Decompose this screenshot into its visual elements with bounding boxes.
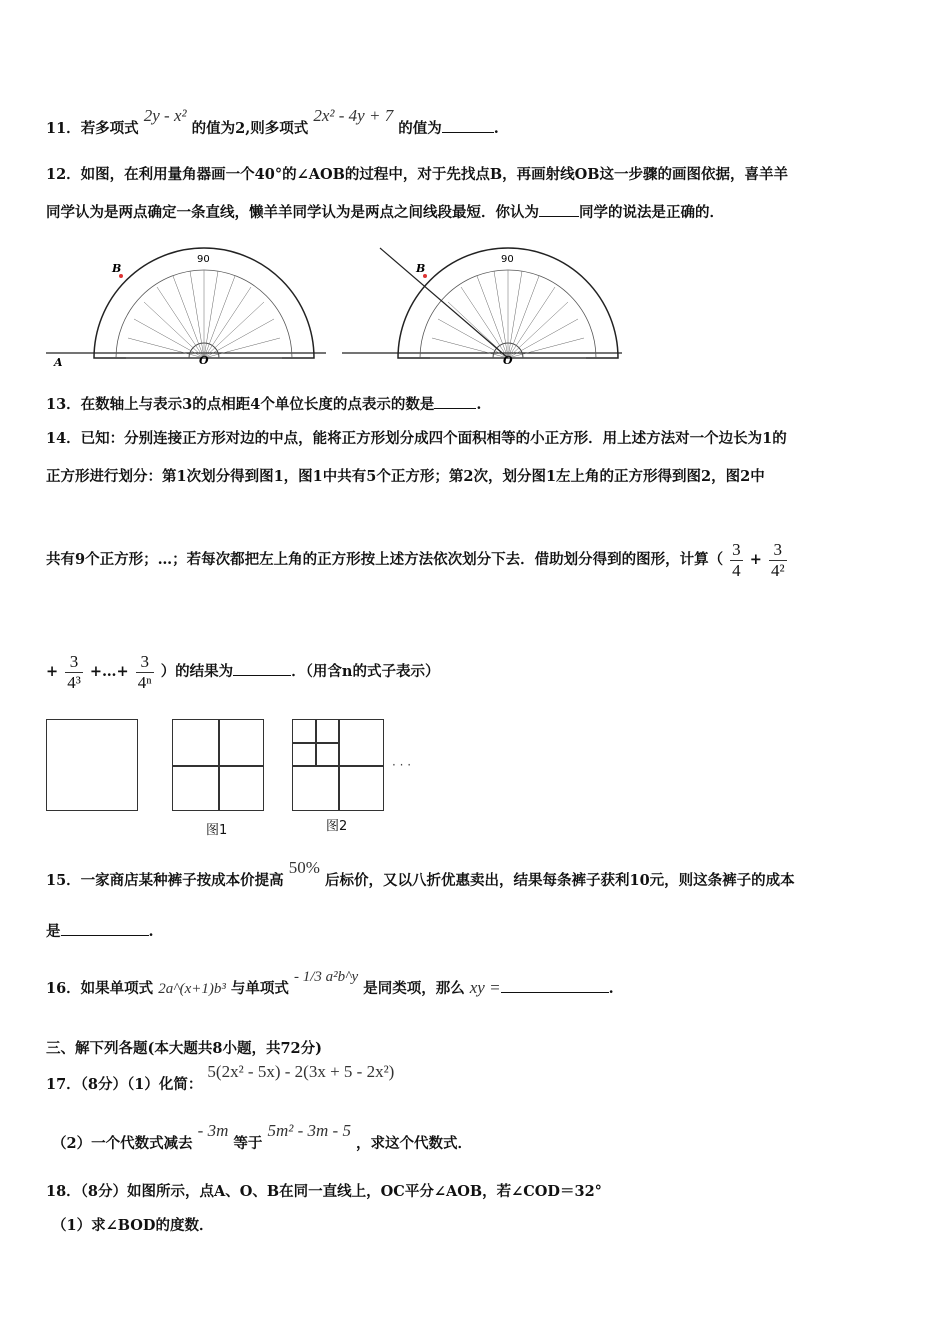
fraction-3-over-4-squared: $\frac{3}{\text{4²}}$	[770, 540, 785, 580]
subtracted-expression: - 3m	[197, 1121, 229, 1140]
svg-text:O: O	[503, 354, 513, 367]
question-14-line4: + $\frac{3}{\text{4³}}$ +…+ $\frac{3}{\text{4ⁿ}}$ ）的结果为 ．（用含n的式子表示）	[46, 652, 440, 692]
question-14-line1: 14．已知：分别连接正方形对边的中点，能将正方形划分成四个面积相等的小正方形．用上述方法对一个边长为1的	[46, 430, 787, 447]
fraction-3-over-4-cubed: $\frac{3}{\text{4³}}$	[67, 652, 81, 692]
monomial-2: - 1/3 a²b^y	[293, 969, 359, 985]
ellipsis: · · ·	[392, 758, 412, 772]
square-figure-0	[46, 719, 138, 811]
svg-text:B: B	[416, 262, 426, 275]
section-heading: 三、解下列各题(本大题共8小题，共72分)	[46, 1040, 322, 1057]
protractor-figures	[46, 230, 646, 370]
protractor-left	[46, 248, 326, 369]
question-17-part1: 17．（8分）（1）化简： 5(2x² - 5x) - 2(3x + 5 - 2x²)	[46, 1062, 395, 1093]
fraction-3-over-4: $\frac{3}{4}$	[732, 540, 741, 580]
fraction-3-over-4-n: $\frac{3}{\text{4ⁿ}}$	[137, 652, 152, 692]
protractor-right	[342, 248, 622, 367]
question-15-line1: 15．一家商店某种裤子按成本价提高 50% 后标价，又以八折优惠卖出，结果每条裤子获利10元，则这条裤子的成本	[46, 858, 795, 889]
question-14-line2: 正方形进行划分：第1次划分得到图1，图1中共有5个正方形；第2次，划分图1左上角的正方形得到图2，图2中	[46, 468, 765, 485]
square-figure-2	[292, 719, 384, 811]
svg-text:90: 90	[197, 254, 210, 265]
result-expression: 5m² - 3m - 5	[267, 1121, 351, 1140]
question-18: 18．（8分）如图所示，点A、O、B在同一直线上，OC平分∠AOB，若∠COD＝32°	[46, 1183, 602, 1200]
percent-value: 50%	[288, 858, 320, 877]
square-figure-1	[172, 719, 264, 811]
question-15-line2: 是 .	[46, 923, 154, 940]
monomial-1: 2a^(x+1)b³	[158, 981, 226, 997]
answer-blank	[61, 921, 149, 936]
question-12-line2: 同学认为是两点确定一条直线，懒羊羊同学认为是两点之间线段最短．你认为 同学的说法是正确的．	[46, 204, 724, 221]
q11-expr2: 2x² - 4y + 7	[313, 106, 394, 125]
xy-expression: xy =	[469, 978, 501, 997]
caption-figure-1: 图1	[206, 823, 228, 838]
answer-blank	[442, 118, 494, 133]
question-17-part2: （2）一个代数式减去 - 3m 等于 5m² - 3m - 5 ，求这个代数式．	[52, 1121, 473, 1152]
answer-blank	[539, 202, 579, 217]
simplify-expression: 5(2x² - 5x) - 2(3x + 5 - 2x²)	[207, 1062, 395, 1081]
question-13: 13．在数轴上与表示3的点相距4个单位长度的点表示的数是 .	[46, 396, 482, 413]
question-16: 16．如果单项式 2a^(x+1)b³ 与单项式 - 1/3 a²b^y 是同类项，那么 xy = .	[46, 969, 614, 997]
svg-text:O: O	[199, 354, 209, 367]
svg-text:A: A	[54, 356, 63, 369]
question-11: 11．若多项式 2y - x² 的值为2,则多项式 2x² - 4y + 7 的值为 .	[46, 106, 499, 137]
caption-figure-2: 图2	[326, 819, 348, 834]
question-14-line3: 共有9个正方形；…；若每次都把左上角的正方形按上述方法依次划分下去．借助划分得到的图形，计算（ $\frac{3}{4}$ + $\frac{3}{\text{4²}}$	[46, 540, 785, 580]
q11-expr1: 2y - x²	[143, 106, 187, 125]
question-12-line1: 12．如图，在利用量角器画一个40°的∠AOB的过程中，对于先找点B，再画射线OB这一步骤的画图依据，喜羊羊	[46, 166, 789, 183]
answer-blank	[434, 394, 476, 409]
svg-text:B: B	[112, 262, 122, 275]
answer-blank	[233, 661, 291, 676]
question-18-part1: （1）求∠BOD的度数．	[52, 1217, 214, 1234]
answer-blank	[501, 978, 609, 993]
svg-text:90: 90	[501, 254, 514, 265]
